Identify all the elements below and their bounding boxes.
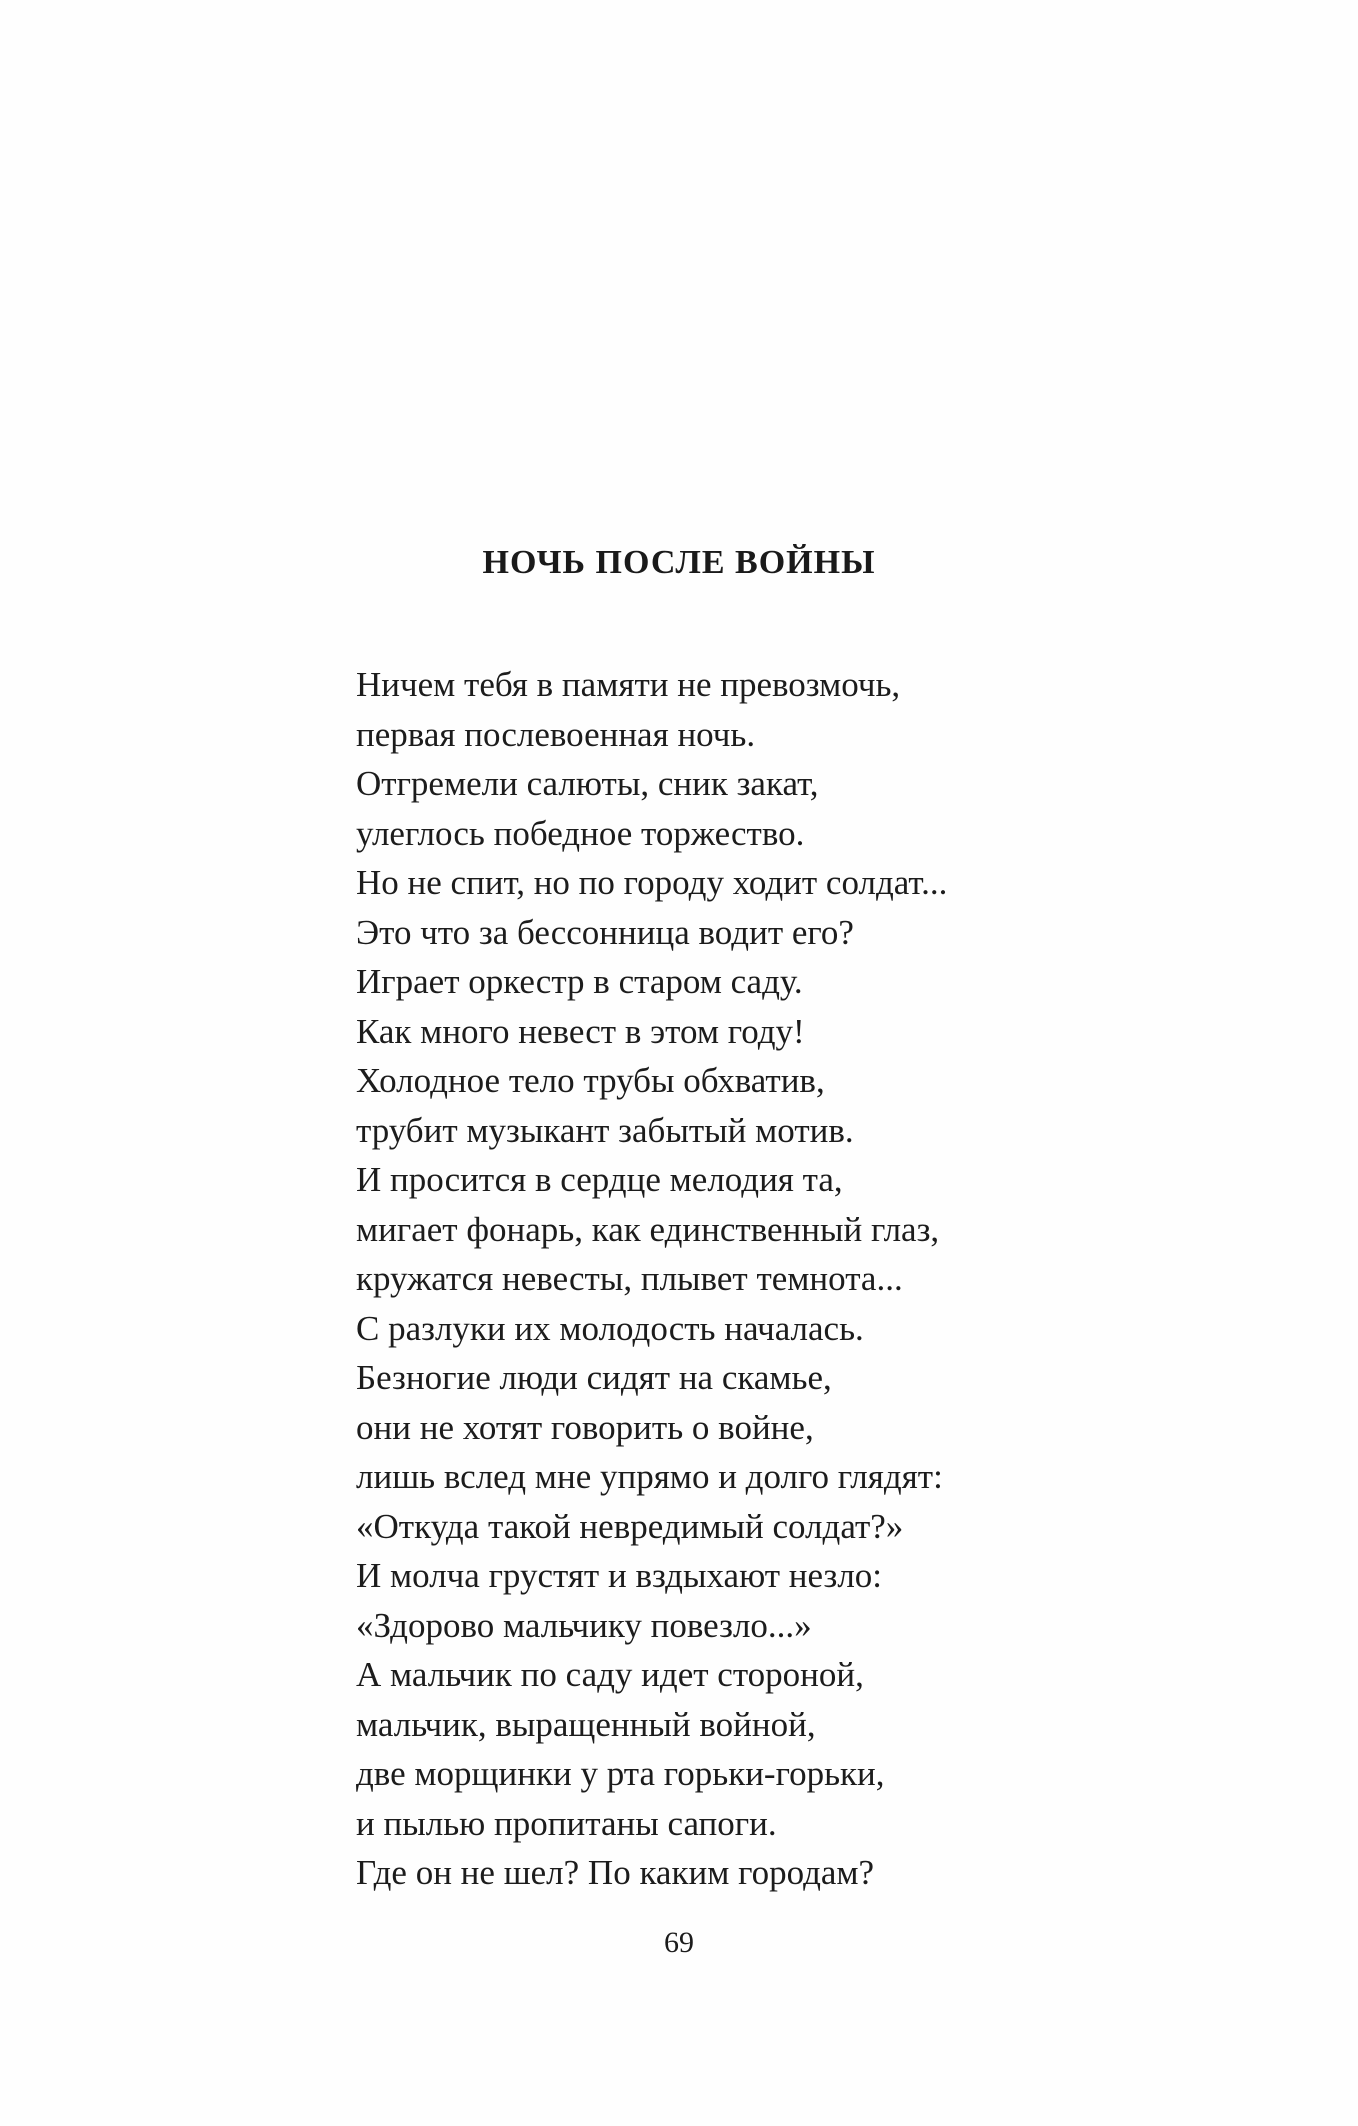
page-number: 69	[664, 1926, 694, 1959]
poem-line: Играет оркестр в старом саду.	[356, 962, 803, 1001]
poem-line: мальчик, выращенный войной,	[356, 1704, 816, 1744]
poem-line: Безногие люди сидят на скамье,	[356, 1358, 832, 1397]
poem-line: Где он не шел? По каким городам?	[356, 1853, 875, 1892]
poem-line: и пылью пропитаны сапоги.	[356, 1803, 777, 1843]
poem-line: Но не спит, но по городу ходит солдат...	[356, 863, 948, 902]
poem-line: улеглось победное торжество.	[356, 813, 805, 853]
poem-title: НОЧЬ ПОСЛЕ ВОЙНЫ	[482, 544, 876, 581]
poem-body	[356, 660, 1256, 1898]
poem-line: лишь вслед мне упрямо и долго глядят:	[356, 1457, 943, 1496]
poem-line: Ничем тебя в памяти не превозмочь,	[356, 665, 901, 704]
poem-line: мигает фонарь, как единственный глаз,	[356, 1209, 940, 1249]
poem-line: трубит музыкант забытый мотив.	[356, 1110, 854, 1150]
poem-line: И просится в сердце мелодия та,	[356, 1160, 843, 1199]
poem-line: Это что за бессонница водит его?	[356, 912, 854, 952]
poem-line: они не хотят говорить о войне,	[356, 1407, 814, 1447]
poem-line: С разлуки их молодость началась.	[356, 1308, 864, 1348]
poem-line: «Откуда такой невредимый солдат?»	[356, 1506, 904, 1546]
poem-line: Холодное тело трубы обхватив,	[356, 1061, 825, 1100]
poem-line: «Здорово мальчику повезло...»	[356, 1605, 812, 1645]
poem-line: И молча грустят и вздыхают незло:	[356, 1556, 883, 1595]
poem-line: первая послевоенная ночь.	[356, 714, 756, 754]
poem-line: Как много невест в этом году!	[356, 1011, 805, 1051]
poem-line: две морщинки у рта горьки-горьки,	[356, 1754, 885, 1793]
poem-line: Отгремели салюты, сник закат,	[356, 764, 819, 803]
poem-line: кружатся невесты, плывет темнота...	[356, 1259, 903, 1298]
poem-line: А мальчик по саду идет стороной,	[356, 1655, 864, 1694]
